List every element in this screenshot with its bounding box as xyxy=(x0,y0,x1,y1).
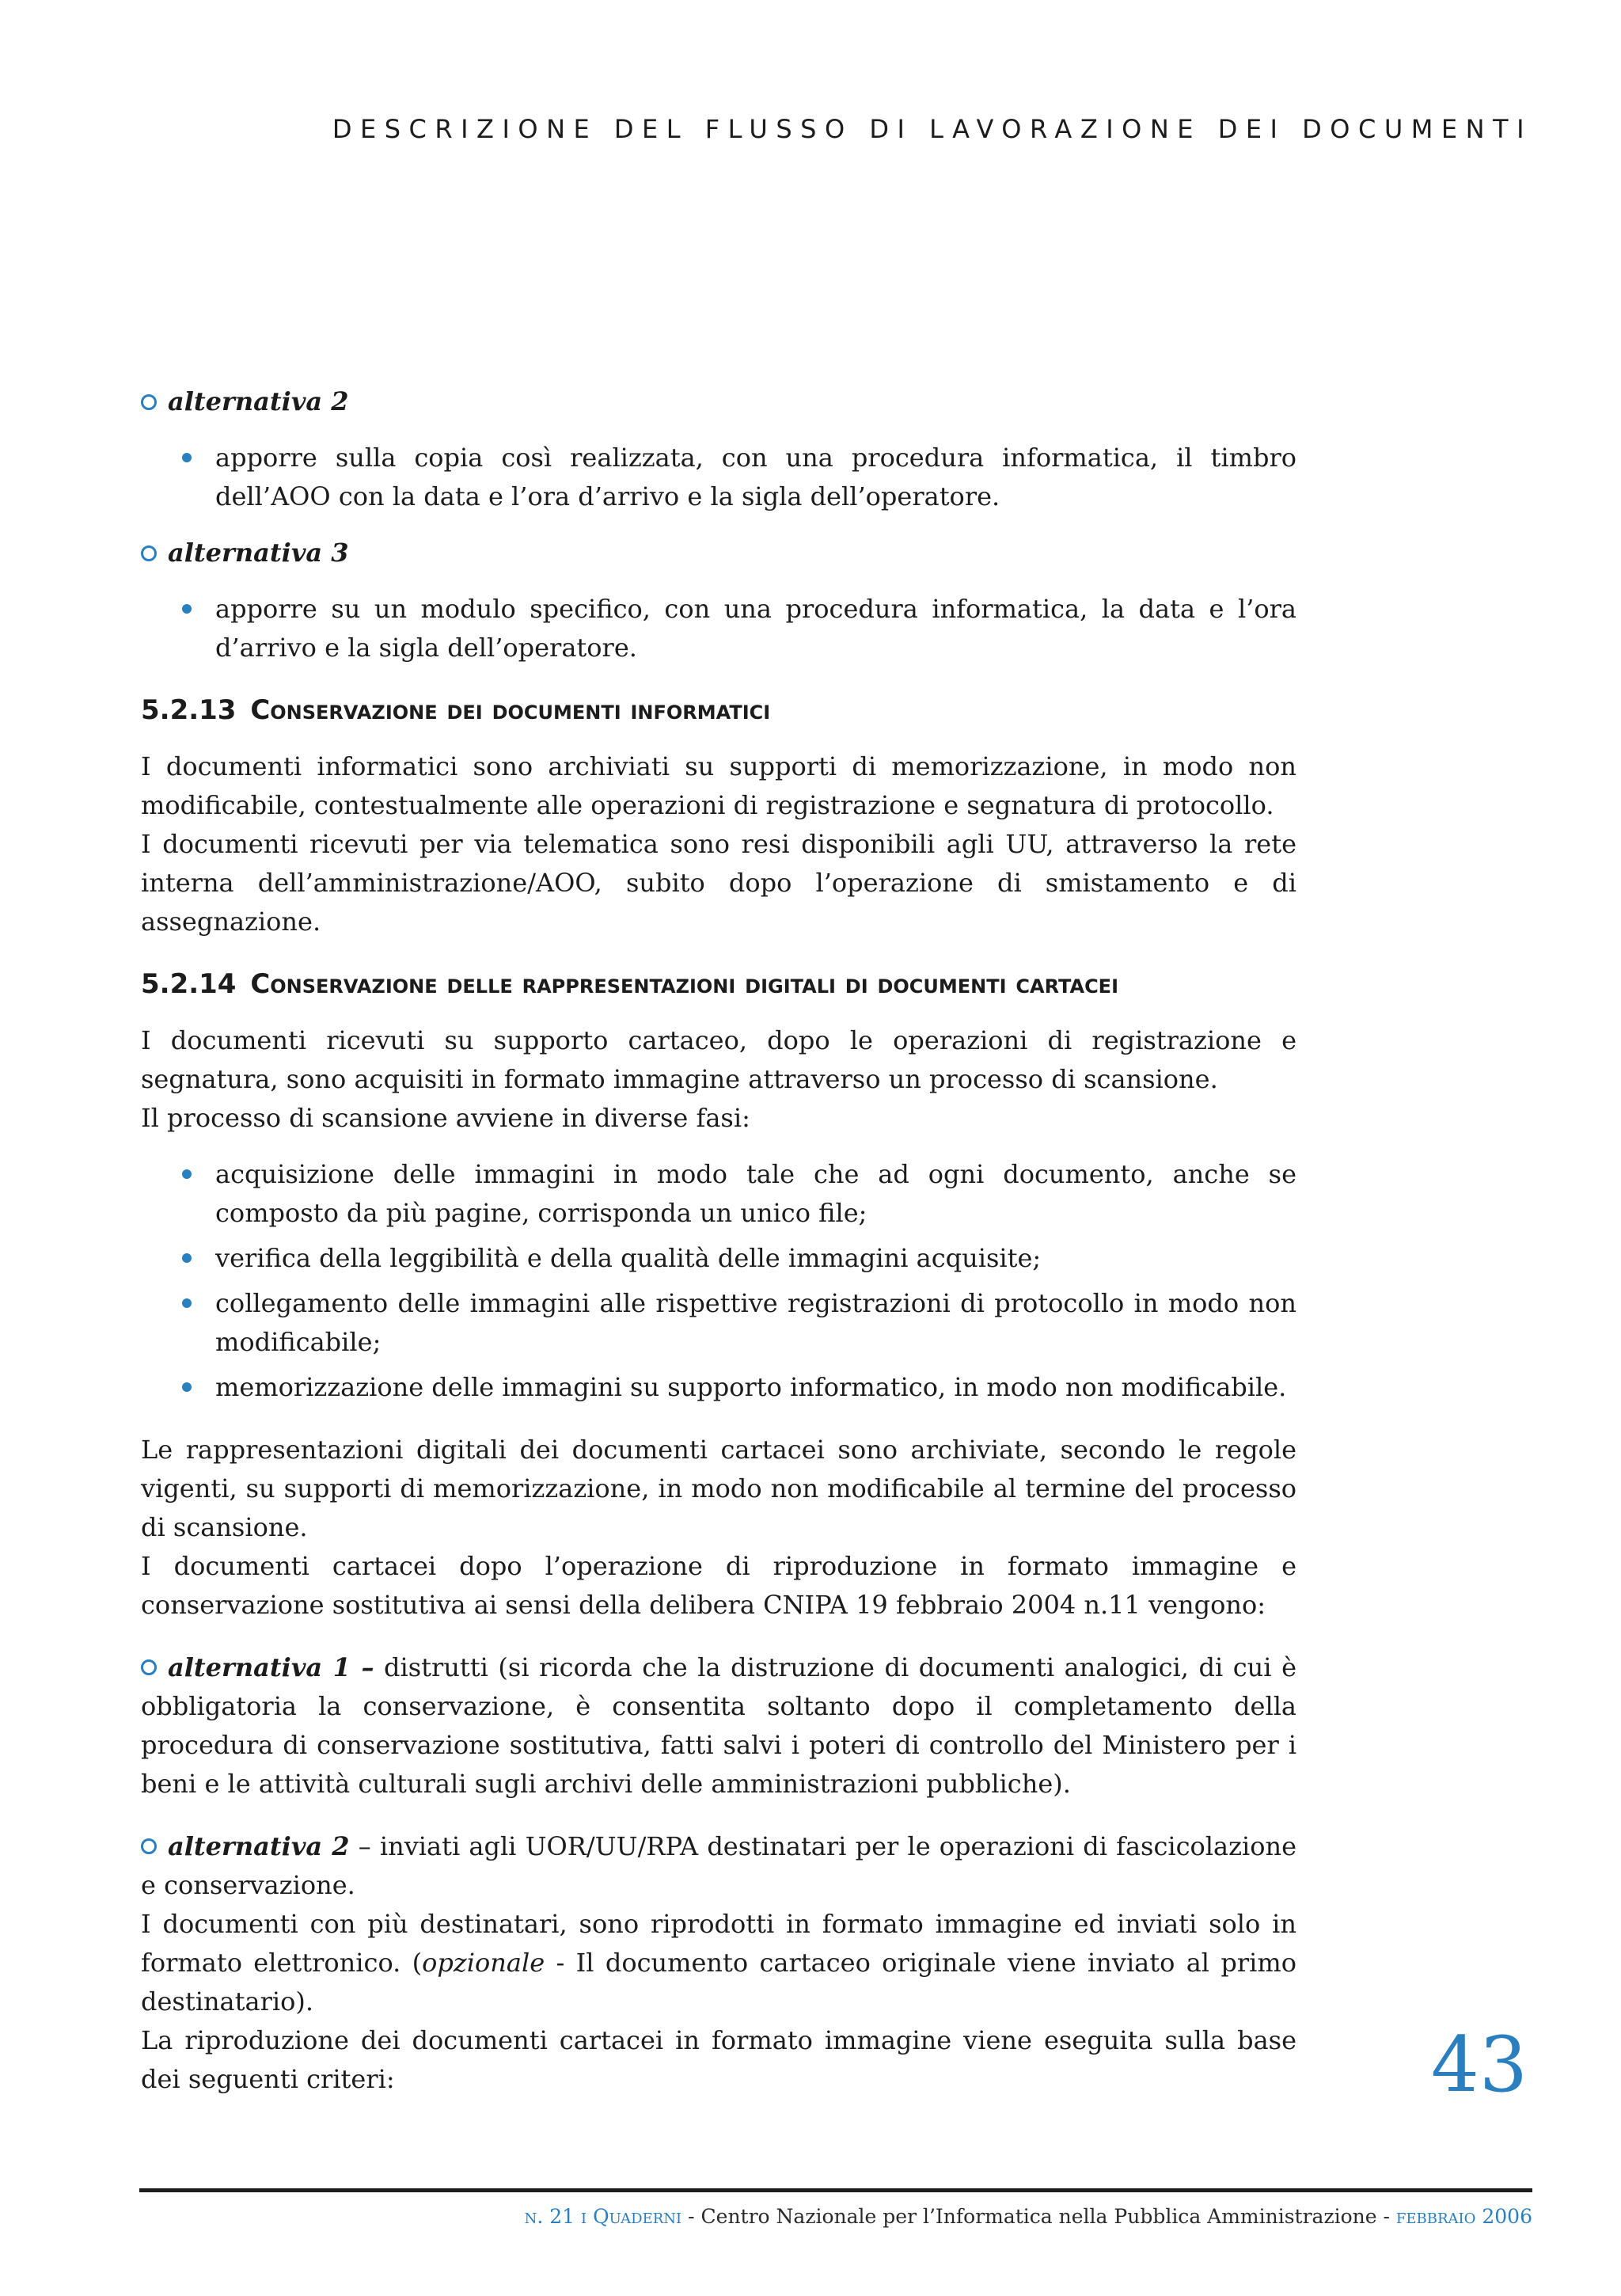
list-item: apporre sulla copia così realizzata, con una procedura informatica, il timbro dell’AOO con la data e l’ora d’arrivo e la sigla dell’operatore. xyxy=(182,439,1296,516)
alternative-3-heading xyxy=(141,534,1296,572)
paragraph: I documenti informatici sono archiviati su supporti di memorizzazione, in modo non modificabile, contestualmente alle operazioni di registrazione e segnatura di protocollo. xyxy=(141,751,1296,820)
section-heading-5-2-13: 5.2.13 Conservazione dei documenti informatici xyxy=(141,694,771,726)
footer-publisher: Centro Nazionale per l’Informatica nella Pubblica Amministrazione xyxy=(700,2205,1377,2228)
bullet-dot-icon xyxy=(182,1298,192,1308)
footer-issue: n. 21 i Quaderni xyxy=(524,2205,682,2228)
list-item: acquisizione delle immagini in modo tale che ad ogni documento, anche se composto da più pagine, corrisponda un unico file; xyxy=(182,1155,1296,1233)
alternative-2-list xyxy=(141,439,1296,516)
page-body xyxy=(141,382,1296,2099)
footer: n. 21 i Quaderni - Centro Nazionale per l’Informatica nella Pubblica Amministrazione - febbraio 2006 xyxy=(524,2205,1532,2228)
ring-bullet-icon xyxy=(141,1659,157,1675)
bullet-dot-icon xyxy=(182,1253,192,1263)
paragraph: Le rappresentazioni digitali dei documenti cartacei sono archiviate, secondo le regole vigenti, su supporti di memorizzazione, in modo non modificabile al termine del processo di scansione. xyxy=(141,1435,1296,1542)
ring-bullet-icon xyxy=(141,394,157,410)
paragraph: I documenti ricevuti su supporto cartaceo, dopo le operazioni di registrazione e segnatura, sono acquisiti in formato immagine attraverso un processo di scansione. xyxy=(141,1025,1296,1094)
list-item: verifica della leggibilità e della qualità delle immagini acquisite; xyxy=(182,1239,1296,1278)
alternative-1-paragraph: alternativa 1 – distrutti (si ricorda che la distruzione di documenti analogici, di cui è obbligatoria la conservazione, è consentita soltanto dopo il completamento della procedura di conservazione sostitutiva, fatti salvi i poteri di controllo del Ministero per i beni e le attività culturali sugli archivi delle amministrazioni pubbliche). xyxy=(141,1652,1297,1799)
list-item: collegamento delle immagini alle rispettive registrazioni di protocollo in modo non modificabile; xyxy=(182,1284,1296,1362)
scan-phases-list xyxy=(141,1155,1296,1407)
paragraph: Il processo di scansione avviene in diverse fasi: xyxy=(141,1103,750,1133)
list-item: apporre su un modulo specifico, con una procedura informatica, la data e l’ora d’arrivo e la sigla dell’operatore. xyxy=(182,590,1296,667)
alternative-label: alternativa 3 xyxy=(168,538,349,568)
footer-date: febbraio 2006 xyxy=(1395,2205,1532,2228)
bullet-dot-icon xyxy=(182,1382,192,1392)
paragraph: I documenti ricevuti per via telematica sono resi disponibili agli UU, attraverso la rete interna dell’amministrazione/AOO, subito dopo l’operazione di smistamento e di assegnazione. xyxy=(141,829,1296,937)
bullet-dot-icon xyxy=(182,604,192,614)
ring-bullet-icon xyxy=(141,545,157,561)
footer-divider xyxy=(139,2188,1532,2192)
page-number: 43 xyxy=(1430,2020,1528,2109)
bullet-dot-icon xyxy=(182,1169,192,1179)
paragraph: La riproduzione dei documenti cartacei in formato immagine viene eseguita sulla base dei seguenti criteri: xyxy=(141,2025,1296,2094)
ring-bullet-icon xyxy=(141,1838,157,1854)
bullet-dot-icon xyxy=(182,453,192,462)
list-item: memorizzazione delle immagini su supporto informatico, in modo non modificabile. xyxy=(182,1368,1296,1407)
paragraph: I documenti con più destinatari, sono riprodotti in formato immagine ed inviati solo in formato elettronico. (opzionale - Il documento cartaceo originale viene inviato al primo destinatario). xyxy=(141,1909,1297,2017)
paragraph: I documenti cartacei dopo l’operazione di riproduzione in formato immagine e conservazione sostitutiva ai sensi della delibera CNIPA 19 febbraio 2004 n.11 vengono: xyxy=(141,1551,1296,1620)
running-header: DESCRIZIONE DEL FLUSSO DI LAVORAZIONE DEI DOCUMENTI xyxy=(332,114,1532,144)
alternative-2-heading xyxy=(141,382,1296,421)
alternative-2-paragraph: alternativa 2 – inviati agli UOR/UU/RPA destinatari per le operazioni di fascicolazione e conservazione. xyxy=(141,1831,1297,1900)
alternative-label: alternativa 2 xyxy=(168,386,349,416)
section-heading-5-2-14: 5.2.14 Conservazione delle rappresentazioni digitali di documenti cartacei xyxy=(141,968,1119,1000)
alternative-3-list xyxy=(141,590,1296,667)
